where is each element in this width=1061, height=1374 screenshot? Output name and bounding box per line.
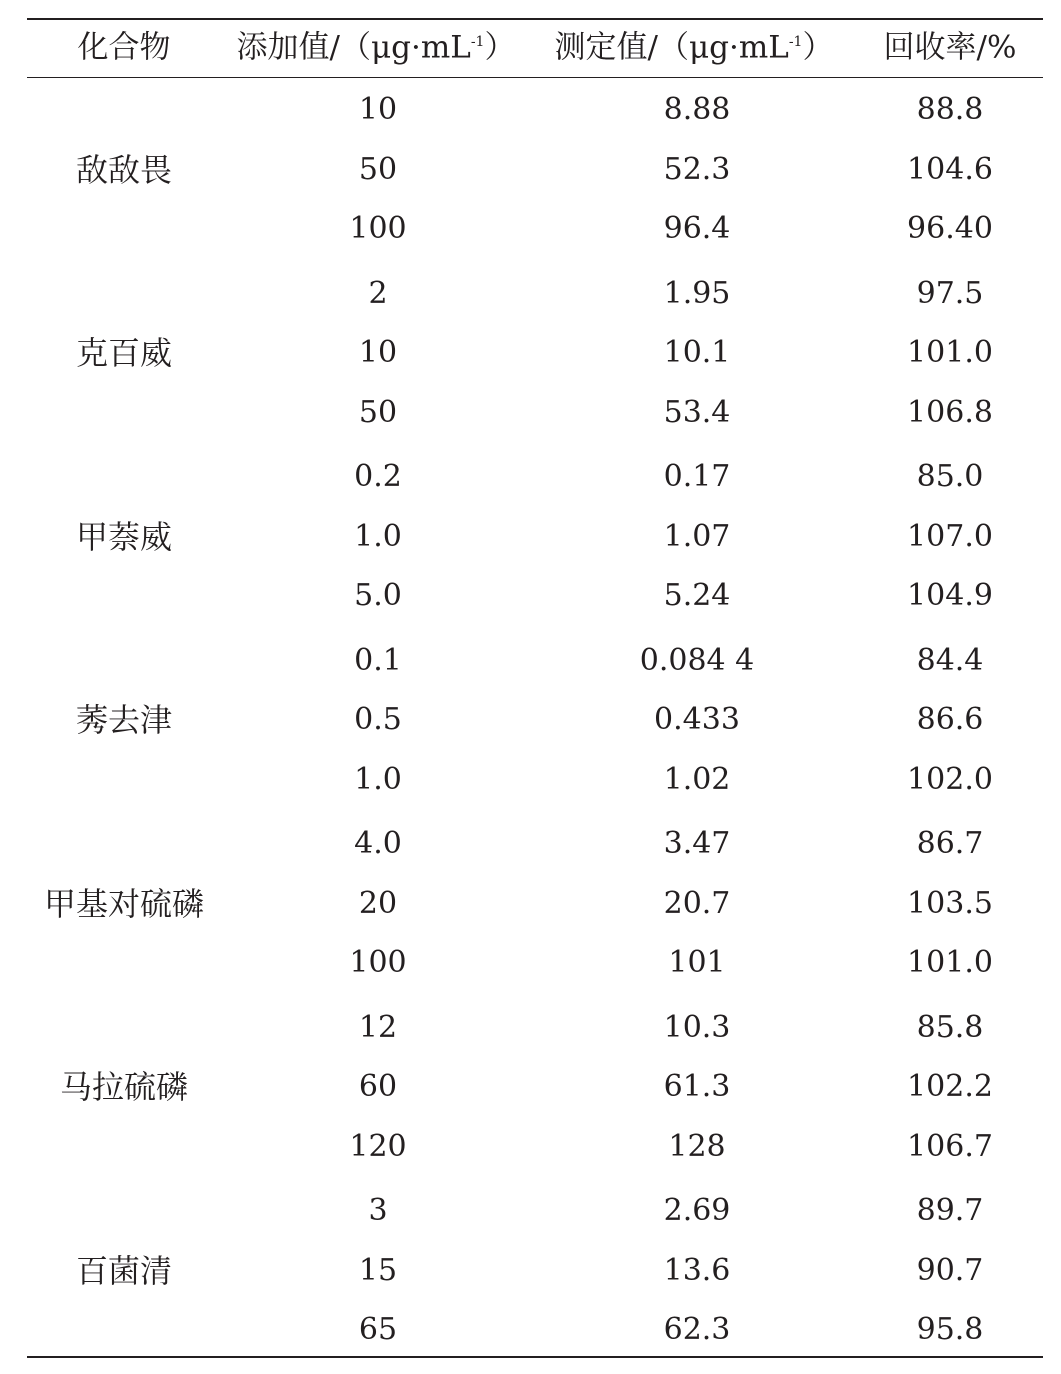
header-added-value [236, 29, 516, 66]
recovery-rate-cell: 104.9 [907, 578, 993, 613]
recovery-rate-cell: 101.0 [907, 335, 993, 370]
header-recovery-rate: 回收率/% [883, 29, 1017, 66]
added-value-cell: 10 [358, 335, 398, 370]
added-value-cell: 12 [358, 1009, 398, 1045]
added-value-cell: 0.1 [354, 642, 402, 678]
added-value-cell: 0.5 [354, 702, 402, 737]
measured-value-cell: 128 [668, 1128, 726, 1164]
added-value-cell: 100 [349, 945, 407, 980]
added-value-cell: 60 [358, 1069, 398, 1104]
measured-value-cell: 0.433 [654, 702, 740, 737]
measured-value-cell: 1.95 [663, 275, 731, 311]
measured-value-cell: 96.4 [663, 211, 731, 246]
compound-name: 敌敌畏 [75, 150, 173, 189]
recovery-rate-cell: 86.6 [916, 702, 984, 737]
added-value-cell: 15 [358, 1252, 398, 1288]
added-value-cell: 50 [358, 394, 398, 430]
measured-value-cell: 53.4 [663, 394, 731, 430]
recovery-rate-cell: 90.7 [916, 1252, 984, 1288]
recovery-rate-cell: 85.0 [916, 459, 984, 494]
recovery-rate-cell: 86.7 [916, 826, 984, 861]
added-value-cell: 4.0 [354, 826, 402, 861]
added-value-cell: 50 [358, 151, 398, 187]
added-value-cell: 2 [368, 275, 388, 311]
added-value-cell: 3 [368, 1193, 388, 1228]
recovery-rate-cell: 106.8 [907, 394, 993, 430]
measured-value-cell: 10.1 [663, 335, 731, 370]
recovery-rate-cell: 102.0 [907, 761, 993, 797]
added-value-cell: 65 [358, 1312, 398, 1347]
compound-name: 百菌清 [75, 1251, 173, 1290]
measured-value-cell: 0.17 [663, 459, 731, 494]
recovery-rate-cell: 89.7 [916, 1193, 984, 1228]
measured-value-cell: 10.3 [663, 1009, 731, 1045]
measured-value-cell: 5.24 [663, 578, 731, 613]
added-value-cell: 20 [358, 885, 398, 921]
recovery-rate-cell: 106.7 [907, 1128, 993, 1164]
measured-value-cell: 8.88 [663, 92, 731, 127]
added-value-cell: 1.0 [354, 518, 402, 554]
measured-value-cell: 1.07 [663, 518, 731, 554]
recovery-rate-cell: 84.4 [916, 642, 984, 678]
table-top-rule [27, 18, 1043, 20]
compound-name: 甲基对硫磷 [43, 884, 205, 923]
compound-name: 克百威 [75, 334, 173, 372]
measured-value-cell: 3.47 [663, 826, 731, 861]
recovery-rate-cell: 107.0 [907, 518, 993, 554]
recovery-rate-cell: 102.2 [907, 1069, 993, 1104]
recovery-rate-cell: 104.6 [907, 151, 993, 187]
header-measured-text: 测定值/（μg·mL [554, 29, 789, 66]
header-measured-exponent: -1 [788, 34, 803, 51]
recovery-rate-cell: 101.0 [907, 945, 993, 980]
measured-value-cell: 1.02 [663, 761, 731, 797]
measured-value-cell: 0.084 4 [639, 642, 755, 678]
header-added-close: ） [484, 29, 516, 66]
recovery-rate-cell: 88.8 [916, 92, 984, 127]
header-measured-close: ） [802, 29, 834, 66]
added-value-cell: 5.0 [354, 578, 402, 613]
added-value-cell: 100 [349, 211, 407, 246]
compound-name: 马拉硫磷 [59, 1068, 189, 1106]
measured-value-cell: 61.3 [663, 1069, 731, 1104]
recovery-rate-cell: 85.8 [916, 1009, 984, 1045]
header-added-text: 添加值/（μg·mL [236, 29, 471, 66]
added-value-cell: 1.0 [354, 761, 402, 797]
added-value-cell: 10 [358, 92, 398, 127]
header-compound: 化合物 [77, 29, 171, 66]
measured-value-cell: 52.3 [663, 151, 731, 187]
recovery-rate-cell: 103.5 [907, 885, 993, 921]
recovery-rate-cell: 95.8 [916, 1312, 984, 1347]
measured-value-cell: 101 [668, 945, 726, 980]
measured-value-cell: 62.3 [663, 1312, 731, 1347]
measured-value-cell: 20.7 [663, 885, 731, 921]
header-measured-value [554, 29, 834, 66]
table-header-rule [27, 77, 1043, 78]
measured-value-cell: 13.6 [663, 1252, 731, 1288]
added-value-cell: 120 [349, 1128, 407, 1164]
added-value-cell: 0.2 [354, 459, 402, 494]
measured-value-cell: 2.69 [663, 1193, 731, 1228]
recovery-rate-cell: 97.5 [916, 275, 984, 311]
recovery-rate-cell: 96.40 [907, 211, 993, 246]
header-added-exponent: -1 [470, 34, 485, 51]
compound-name: 甲萘威 [75, 517, 173, 556]
compound-name: 莠去津 [75, 701, 173, 739]
table-bottom-rule [27, 1356, 1043, 1358]
